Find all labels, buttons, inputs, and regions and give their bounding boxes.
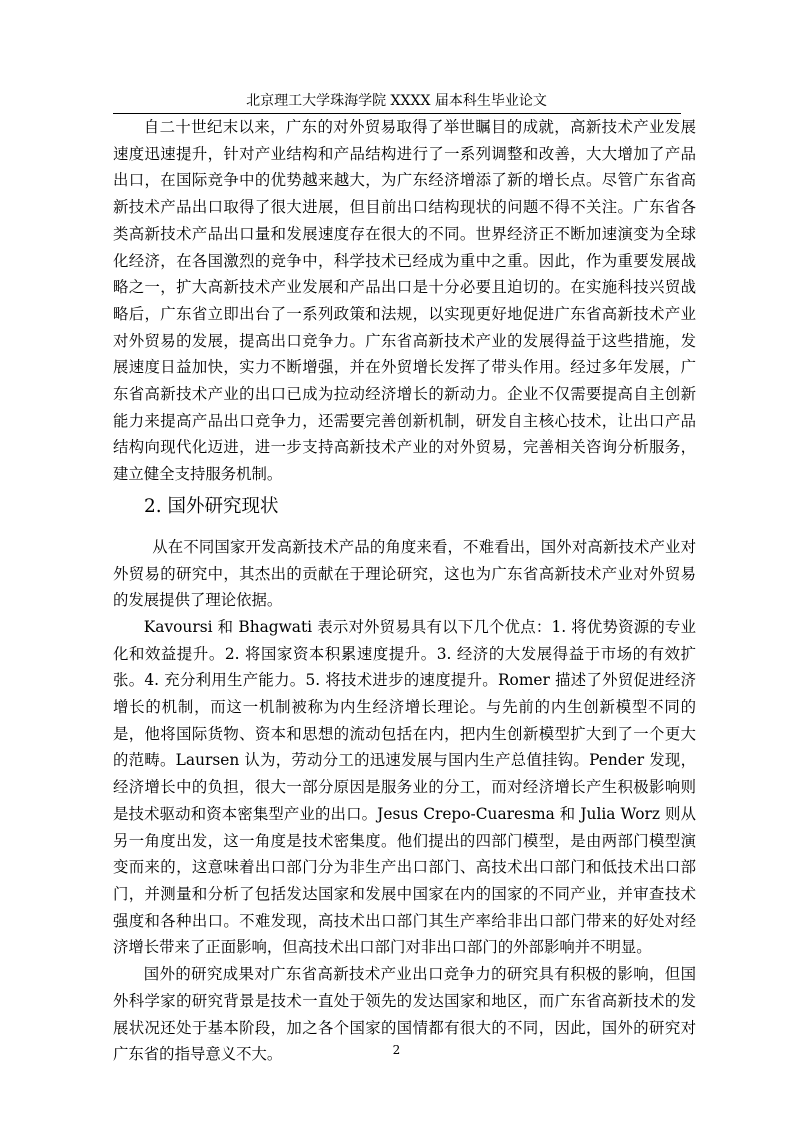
body-text bbox=[113, 114, 696, 1068]
paragraph-domestic-overview: 自二十世纪末以来，广东的对外贸易取得了举世瞩目的成就，高新技术产业发展速度迅速提升，针对产业结构和产品结构进行了一系列调整和改善，大大增加了产品出口，在国际竞争中的优势越来越大，为广东经济增添了新的增长点。尽管广东省高新技术产品出口取得了很大进展，但目前出口结构现状的问题不得不关注。广东省各类高新技术产品出口量和发展速度存在很大的不同。世界经济正不断加速演变为全球化经济，在各国激烈的竞争中，科学技术已经成为重中之重。因此，作为重要发展战略之一，扩大高新技术产业发展和产品出口是十分必要且迫切的。在实施科技兴贸战略后，广东省立即出台了一系列政策和法规，以实现更好地促进广东省高新技术产业对外贸易的发展，提高出口竞争力。广东省高新技术产业的发展得益于这些措施，发展速度日益加快，实力不断增强，并在外贸增长发挥了带头作用。经过多年发展，广东省高新技术产业的出口已成为拉动经济增长的新动力。企业不仅需要提高自主创新能力来提高产品出口竞争力，还需要完善创新机制，研发自主核心技术，让出口产品结构向现代化迈进，进一步支持高新技术产业的对外贸易，完善相关咨询分析服务，建立健全支持服务机制。 bbox=[113, 118, 696, 484]
section-heading-foreign-research: 2. 国外研究现状 bbox=[144, 495, 279, 517]
page-number: 2 bbox=[392, 1043, 401, 1057]
paragraph-foreign-theories: Kavoursi 和 Bhagwati 表示对外贸易具有以下几个优点：1. 将优势资源的专业化和效益提升。2. 将国家资本积累速度提升。3. 经济的大发展得益于市场的有效扩张。4. 充分利用生产能力。5. 将技术进步的速度提升。Romer 描述了外贸促进经济增长的机制，而这一机制被称为内生经济增长理论。与先前的内生创新模型不同的是，他将国际货物、资本和思想的流动包括在内，把内生创新模型扩大到了一个更大的范畴。Laursen 认为，劳动分工的迅速发展与国内生产总值挂钩。Pender 发现，经济增长中的负担，很大一部分原因是服务业的分工，而对经济增长产生积极影响则是技术驱动和资本密集型产业的出口。Jesus Crepo-Cuaresma 和 Julia Worz 则从另一角度出发，这一角度是技术密集度。他们提出的四部门模型，是由两部门模型演变而来的，这意味着出口部门分为非生产出口部门、高技术出口部门和低技术出口部门，并测量和分析了包括发达国家和发展中国家在内的国家的不同产业，并审查技术强度和各种出口。不难发现，高技术出口部门其生产率给非出口部门带来的好处对经济增长带来了正面影响，但高技术出口部门对非出口部门的外部影响并不明显。 bbox=[113, 617, 696, 957]
paragraph-foreign-conclusion: 国外的研究成果对广东省高新技术产业出口竞争力的研究具有积极的影响，但国外科学家的研究背景是技术一直处于领先的发达国家和地区，而广东省高新技术的发展状况还处于基本阶段，加之各个国家的国情都有很大的不同，因此，国外的研究对广东省的指导意义不大。 bbox=[113, 965, 696, 1064]
running-header: 北京理工大学珠海学院 XXXX 届本科生毕业论文 bbox=[246, 93, 547, 109]
paragraph-foreign-intro: 从在不同国家开发高新技术产品的角度来看，不难看出，国外对高新技术产业对外贸易的研究中，其杰出的贡献在于理论研究，这也为广东省高新技术产业对外贸易的发展提供了理论依据。 bbox=[113, 537, 696, 610]
